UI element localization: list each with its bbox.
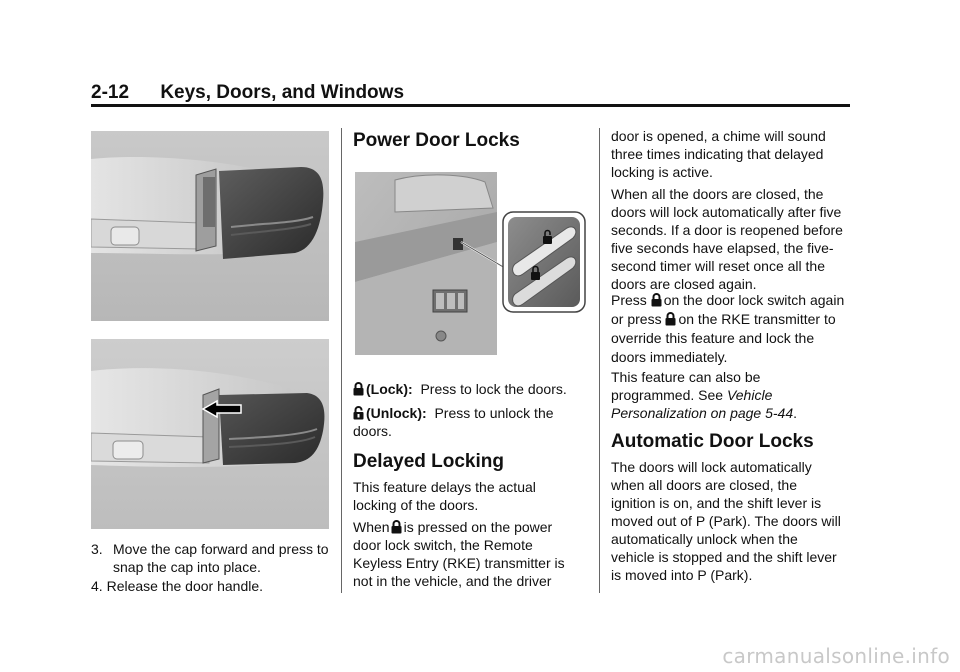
step-4-text: Release the door handle. (106, 578, 264, 594)
column-divider-2 (599, 128, 600, 593)
lock-icon (651, 293, 662, 307)
programming-paragraph (611, 368, 847, 422)
unlock-text: Press to unlock the doors. (353, 405, 554, 439)
section-title: Keys, Doors, and Windows (160, 82, 405, 103)
delayed-p2-end: is pressed on the power door lock switch, the Remote Keyless Entry (RKE) transmitter is not in the vehicle, and the driver (353, 519, 565, 589)
delayed-p2-start: When (353, 519, 390, 535)
automatic-door-locks-paragraph: The doors will lock automatically when all doors are closed, the ignition is on, and the shift lever is moved out of P (Park). The doors will automatically unlock when the vehicle is stopped and the shift lever is moved into P (Park). (611, 459, 841, 583)
column-divider-1 (341, 128, 342, 593)
programming-period: . (793, 405, 798, 421)
step-4 (91, 577, 331, 595)
delayed-locking-paragraph-2 (353, 518, 581, 590)
unlock-label: (Unlock): (366, 405, 427, 421)
door-lock-switch-photo (355, 172, 587, 355)
delayed-locking-paragraph-3: door is opened, a chime will sound three times indicating that delayed locking is active. (611, 128, 826, 180)
page-number: 2-12 (91, 82, 130, 103)
delayed-locking-paragraph-4: When all the doors are closed, the doors will lock automatically after five seconds. If a door is reopened before five seconds have elapsed, the five-second timer will reset once all the doors are closed again. (611, 186, 843, 292)
watermark: carmanualsonline.info (722, 644, 950, 668)
override-start: Press (611, 292, 647, 308)
step-4-number: 4. (91, 578, 103, 594)
step-3-number: 3. (91, 541, 103, 557)
delayed-locking-paragraph-1: This feature delays the actual locking of the doors. (353, 479, 536, 513)
override-end: on the RKE transmitter to override this feature and lock the doors immediately. (611, 311, 836, 365)
page-header (91, 82, 404, 104)
door-handle-cap-photo-1 (91, 131, 329, 321)
delayed-locking-heading: Delayed Locking (353, 451, 504, 472)
step-3-text: Move the cap forward and press to snap the cap into place. (113, 541, 329, 575)
override-middle: on the door lock switch again or press (611, 292, 845, 327)
lock-description (353, 380, 589, 398)
programming-text: This feature can also be programmed. See (611, 369, 761, 403)
unlock-description (353, 404, 589, 440)
lock-icon (391, 520, 402, 534)
power-door-locks-heading: Power Door Locks (353, 130, 520, 151)
door-handle-cap-photo-2 (91, 339, 329, 529)
unlock-icon (353, 406, 364, 420)
automatic-door-locks-heading: Automatic Door Locks (611, 431, 814, 452)
lock-text: Press to lock the doors. (420, 381, 567, 397)
header-rule (91, 104, 850, 107)
step-3 (91, 540, 353, 576)
lock-icon (353, 382, 364, 396)
override-paragraph (611, 291, 851, 367)
vehicle-personalization-link[interactable]: Vehicle Personalization on page 5-44 (611, 387, 794, 421)
lock-label: (Lock): (366, 381, 413, 397)
lock-icon (665, 312, 676, 326)
